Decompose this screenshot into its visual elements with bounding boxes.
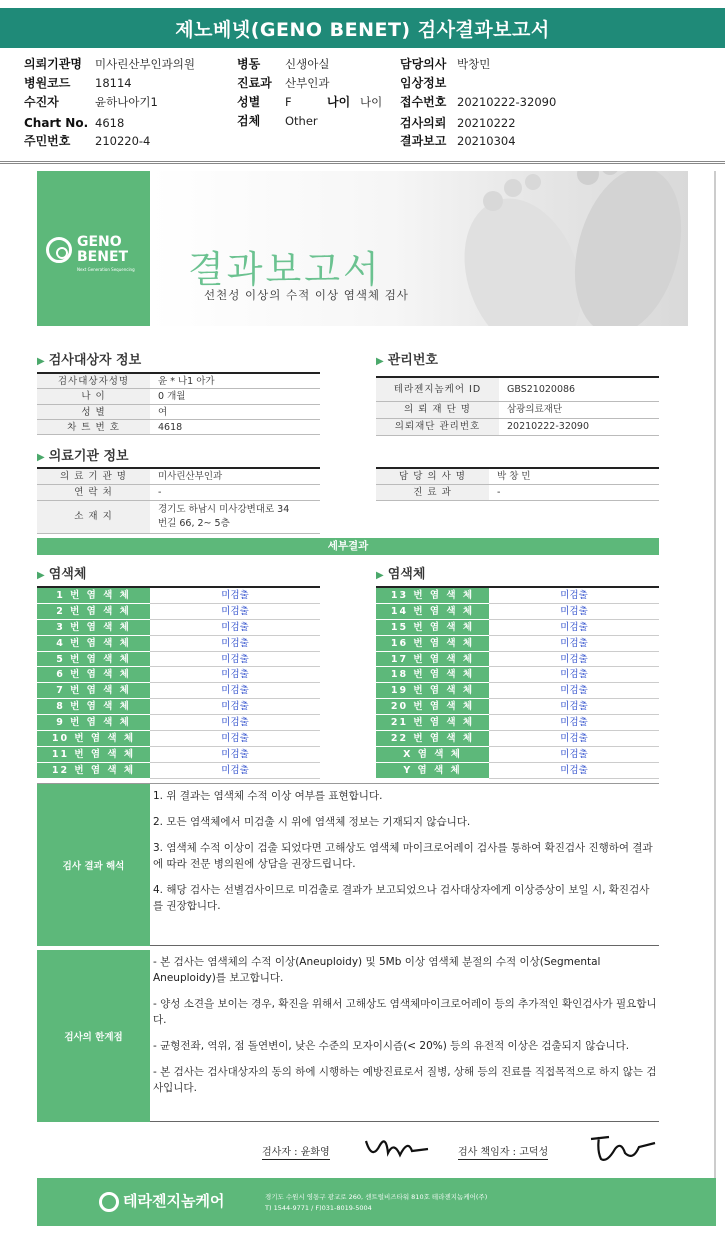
ward-value: 신생아실 (285, 57, 330, 71)
chromosome-label: 15 번 염 색 체 (376, 620, 489, 636)
chromosome-row (376, 636, 659, 652)
subject-section-heading: ▶ 검사대상자 정보 (37, 353, 142, 368)
chromosome-label: 13 번 염 색 체 (376, 588, 489, 604)
address-line1: 경기도 하남시 미사강변대로 34 (158, 504, 290, 515)
chromosome-result: 미검출 (489, 763, 659, 779)
table-row: 테라젠지놈케어 ID GBS21020086 (376, 378, 659, 402)
paragraph: 2. 모든 염색체에서 미검출 시 위에 염색체 정보는 기재되지 않습니다. (153, 816, 471, 828)
paragraph: 4. 해당 검사는 선별검사이므로 미검출로 결과가 보고되었으나 검사대상자에게 이상증상이 보일 시, 확진검사를 권장합니다. (153, 884, 650, 912)
chromosome-result: 미검출 (150, 604, 320, 620)
chromosome-result: 미검출 (150, 652, 320, 668)
table-row: 성 별 여 (37, 405, 320, 420)
chromosome-result: 미검출 (150, 620, 320, 636)
ward-key: 병동 (237, 57, 261, 71)
chromosome-result: 미검출 (150, 683, 320, 699)
address-text: 경기도 수원시 영통구 광교로 260, 센트럴비즈타워 810호 테라젠지놈케어(주) (265, 1193, 488, 1201)
chromosome-result: 미검출 (489, 731, 659, 747)
chromosome-row (376, 747, 659, 763)
chromosome-label: 17 번 염 색 체 (376, 652, 489, 668)
resident-no-key: 주민번호 (24, 134, 71, 148)
chromosome-result: 미검출 (489, 636, 659, 652)
institution-section-heading: ▶ 의료기관 정보 (37, 449, 129, 464)
receipt-no-value: 20210222-32090 (457, 95, 557, 109)
chromosome-result: 미검출 (150, 636, 320, 652)
chromosome-label: 20 번 염 색 체 (376, 699, 489, 715)
detailed-results-bar: 세부결과 (37, 538, 659, 555)
chromosome-label: 19 번 염 색 체 (376, 683, 489, 699)
interpretation-text (150, 784, 659, 946)
institution-table (37, 467, 320, 534)
order-info-panel (0, 50, 725, 164)
result-report (0, 171, 716, 1226)
chromosome-heading-right: ▶ 염색체 (376, 567, 426, 582)
limitations-text (150, 950, 659, 1122)
department-key: 진료과 (237, 76, 272, 90)
request-date-value: 20210222 (457, 116, 516, 130)
chromosome-result: 미검출 (150, 588, 320, 604)
subject-table (37, 372, 320, 435)
chromosome-row (37, 731, 320, 747)
table-row: 의 료 기 관 명 미사린산부인과 (37, 469, 320, 485)
theragen-logo-icon (99, 1192, 119, 1212)
chromosome-result: 미검출 (150, 667, 320, 683)
chromosome-label: 21 번 염 색 체 (376, 715, 489, 731)
table-row: 의뢰재단 관리번호 20210222-32090 (376, 419, 659, 436)
chromosome-label: 16 번 염 색 체 (376, 636, 489, 652)
chromosome-label: 22 번 염 색 체 (376, 731, 489, 747)
department-value: 산부인과 (285, 76, 330, 90)
section-arrow-icon: ▶ (376, 356, 384, 367)
chromosome-result: 미검출 (489, 699, 659, 715)
chromosome-table-right (376, 586, 659, 779)
limitations-label: 검사의 한계점 (37, 950, 150, 1122)
footer-address (265, 1192, 487, 1214)
baby-feet-illustration (438, 171, 688, 326)
chromosome-row (37, 652, 320, 668)
hospital-code-key: 병원코드 (24, 76, 71, 90)
section-arrow-icon: ▶ (37, 452, 45, 463)
responsible-name: 검사 책임자 : 고덕성 (458, 1143, 548, 1160)
chart-no-key: Chart No. (24, 116, 89, 130)
chromosome-result: 미검출 (489, 652, 659, 668)
paragraph: 3. 염색체 수적 이상이 검출 되었다면 고해상도 염색체 마이크로어레이 검사를 통하여 확진검사 진행하여 결과에 따라 전문 병의원에 상담을 권장드립니다. (153, 842, 653, 870)
chromosome-row (37, 588, 320, 604)
chromosome-row (376, 699, 659, 715)
chromosome-label: 2 번 염 색 체 (37, 604, 150, 620)
tester-name: 검사자 : 윤화영 (262, 1143, 330, 1160)
mgmt-table (376, 376, 659, 436)
section-arrow-icon: ▶ (376, 570, 384, 581)
chromosome-row (376, 667, 659, 683)
table-row: 의 뢰 재 단 명 삼광의료재단 (376, 402, 659, 419)
chromosome-row (376, 731, 659, 747)
banner-subtitle: 선천성 이상의 수적 이상 염색체 검사 (204, 288, 409, 302)
chromosome-result: 미검출 (150, 731, 320, 747)
chromosome-result: 미검출 (489, 604, 659, 620)
footer (37, 1178, 716, 1226)
chromosome-row (376, 652, 659, 668)
chromosome-result: 미검출 (489, 588, 659, 604)
address-line2: 번길 66, 2~ 5층 (158, 518, 230, 529)
table-row: 검사대상자성명 윤 * 나1 아가 (37, 374, 320, 389)
age-key: 나이 (327, 95, 351, 109)
chromosome-heading-left: ▶ 염색체 (37, 567, 87, 582)
section-arrow-icon: ▶ (37, 356, 45, 367)
table-row: 연 락 처 - (37, 485, 320, 501)
logo-tagline: Next Generation Sequencing (77, 267, 135, 272)
chromosome-label: 10 번 염 색 체 (37, 731, 150, 747)
paragraph: - 본 검사는 검사대상자의 동의 하에 시행하는 예방진료로서 질병, 상해 등의 진료를 직접목적으로 하지 않는 검사입니다. (153, 1066, 657, 1094)
chromosome-result: 미검출 (489, 620, 659, 636)
institution-value: 미사린산부인과의원 (95, 57, 195, 71)
doctor-value: 박창민 (457, 57, 491, 71)
banner-title: 결과보고서 (188, 248, 382, 291)
genobenet-logo-icon (46, 237, 72, 263)
clinical-info-key: 임상정보 (400, 76, 447, 90)
request-date-key: 검사의뢰 (400, 116, 447, 130)
receipt-no-key: 접수번호 (400, 95, 447, 109)
chromosome-label: 4 번 염 색 체 (37, 636, 150, 652)
chromosome-row (376, 763, 659, 779)
chromosome-label: 8 번 염 색 체 (37, 699, 150, 715)
chromosome-result: 미검출 (489, 683, 659, 699)
chromosome-label: 7 번 염 색 체 (37, 683, 150, 699)
chromosome-label: 9 번 염 색 체 (37, 715, 150, 731)
chromosome-label: 1 번 염 색 체 (37, 588, 150, 604)
sex-key: 성별 (237, 95, 261, 109)
paragraph: - 본 검사는 염색체의 수적 이상(Aneuploidy) 및 5Mb 이상 염색체 분절의 수적 이상(Segmental Aneuploidy)를 보고합니다. (153, 956, 601, 984)
chromosome-row (37, 620, 320, 636)
chromosome-row (37, 747, 320, 763)
phone-text: T) 1544-9771 / F)031-8019-5004 (265, 1204, 372, 1212)
chromosome-result: 미검출 (489, 747, 659, 763)
chromosome-row (376, 604, 659, 620)
chromosome-row (376, 683, 659, 699)
logo-line1: GENO (77, 234, 122, 250)
chromosome-label: 5 번 염 색 체 (37, 652, 150, 668)
section-arrow-icon: ▶ (37, 570, 45, 581)
chromosome-result: 미검출 (489, 715, 659, 731)
chromosome-result: 미검출 (150, 699, 320, 715)
signature-row (0, 1131, 716, 1167)
chromosome-row (376, 715, 659, 731)
resident-no-value: 210220-4 (95, 134, 151, 148)
chromosome-row (37, 683, 320, 699)
chromosome-label: 6 번 염 색 체 (37, 667, 150, 683)
banner-green-block (37, 171, 150, 326)
chromosome-row (37, 715, 320, 731)
report-title: 제노베넷(GENO BENET) 검사결과보고서 (175, 18, 550, 41)
institution-key: 의뢰기관명 (24, 57, 82, 71)
chromosome-label: 14 번 염 색 체 (376, 604, 489, 620)
report-date-value: 20210304 (457, 134, 516, 148)
responsible-signature (585, 1131, 660, 1167)
patient-key: 수진자 (24, 95, 59, 109)
banner-image (150, 171, 688, 326)
chromosome-label: 12 번 염 색 체 (37, 763, 150, 779)
mgmt-section-heading: ▶ 관리번호 (376, 353, 438, 368)
paragraph: - 양성 소견을 보이는 경우, 확진을 위해서 고해상도 염색체마이크로어레이 등의 추가적인 확인검사가 필요합니다. (153, 998, 657, 1026)
chromosome-label: Y 염 색 체 (376, 763, 489, 779)
chromosome-row (376, 620, 659, 636)
paragraph: 1. 위 결과는 염색체 수적 이상 여부를 표현합니다. (153, 790, 383, 802)
chromosome-row (37, 699, 320, 715)
chromosome-result: 미검출 (150, 747, 320, 763)
chromosome-row (376, 588, 659, 604)
chromosome-label: 18 번 염 색 체 (376, 667, 489, 683)
tester-signature (362, 1131, 432, 1167)
report-title-bar (0, 8, 725, 48)
age-value: 나이 (360, 95, 383, 109)
interpretation-label: 검사 결과 해석 (37, 784, 150, 946)
table-row: 소 재 지 경기도 하남시 미사강변대로 34 번길 66, 2~ 5층 (37, 501, 320, 534)
specimen-value: Other (285, 114, 318, 128)
paragraph: - 균형전좌, 역위, 점 돌연변이, 낮은 수준의 모자이시즘(< 20%) 등의 유전적 이상은 검출되지 않습니다. (153, 1040, 630, 1052)
chromosome-result: 미검출 (150, 763, 320, 779)
chromosome-row (37, 604, 320, 620)
patient-value: 윤하나아기1 (95, 95, 158, 109)
chromosome-row (37, 667, 320, 683)
chromosome-label: 3 번 염 색 체 (37, 620, 150, 636)
chromosome-result: 미검출 (150, 715, 320, 731)
sex-value: F (285, 95, 292, 109)
chromosome-row (37, 763, 320, 779)
chromosome-table-left (37, 586, 320, 779)
table-row: 담 당 의 사 명 박 창 민 (376, 469, 659, 485)
report-date-key: 결과보고 (400, 134, 447, 148)
chromosome-label: 11 번 염 색 체 (37, 747, 150, 763)
table-row: 진 료 과 - (376, 485, 659, 501)
interpretation-box (37, 783, 659, 946)
doctor-key: 담당의사 (400, 57, 447, 71)
doctor-table (376, 467, 659, 501)
theragen-logo: 테라젠지놈케어 (99, 1190, 224, 1212)
table-row: 나 이 0 개월 (37, 389, 320, 404)
chromosome-row (37, 636, 320, 652)
chromosome-result: 미검출 (489, 667, 659, 683)
genobenet-logo (46, 233, 146, 273)
hospital-code-value: 18114 (95, 76, 132, 90)
limitations-box (37, 950, 659, 1122)
chart-no-value: 4618 (95, 116, 125, 130)
specimen-key: 검체 (237, 114, 261, 128)
chromosome-label: X 염 색 체 (376, 747, 489, 763)
logo-line2: BENET (77, 249, 129, 265)
table-row: 차 트 번 호 4618 (37, 420, 320, 435)
